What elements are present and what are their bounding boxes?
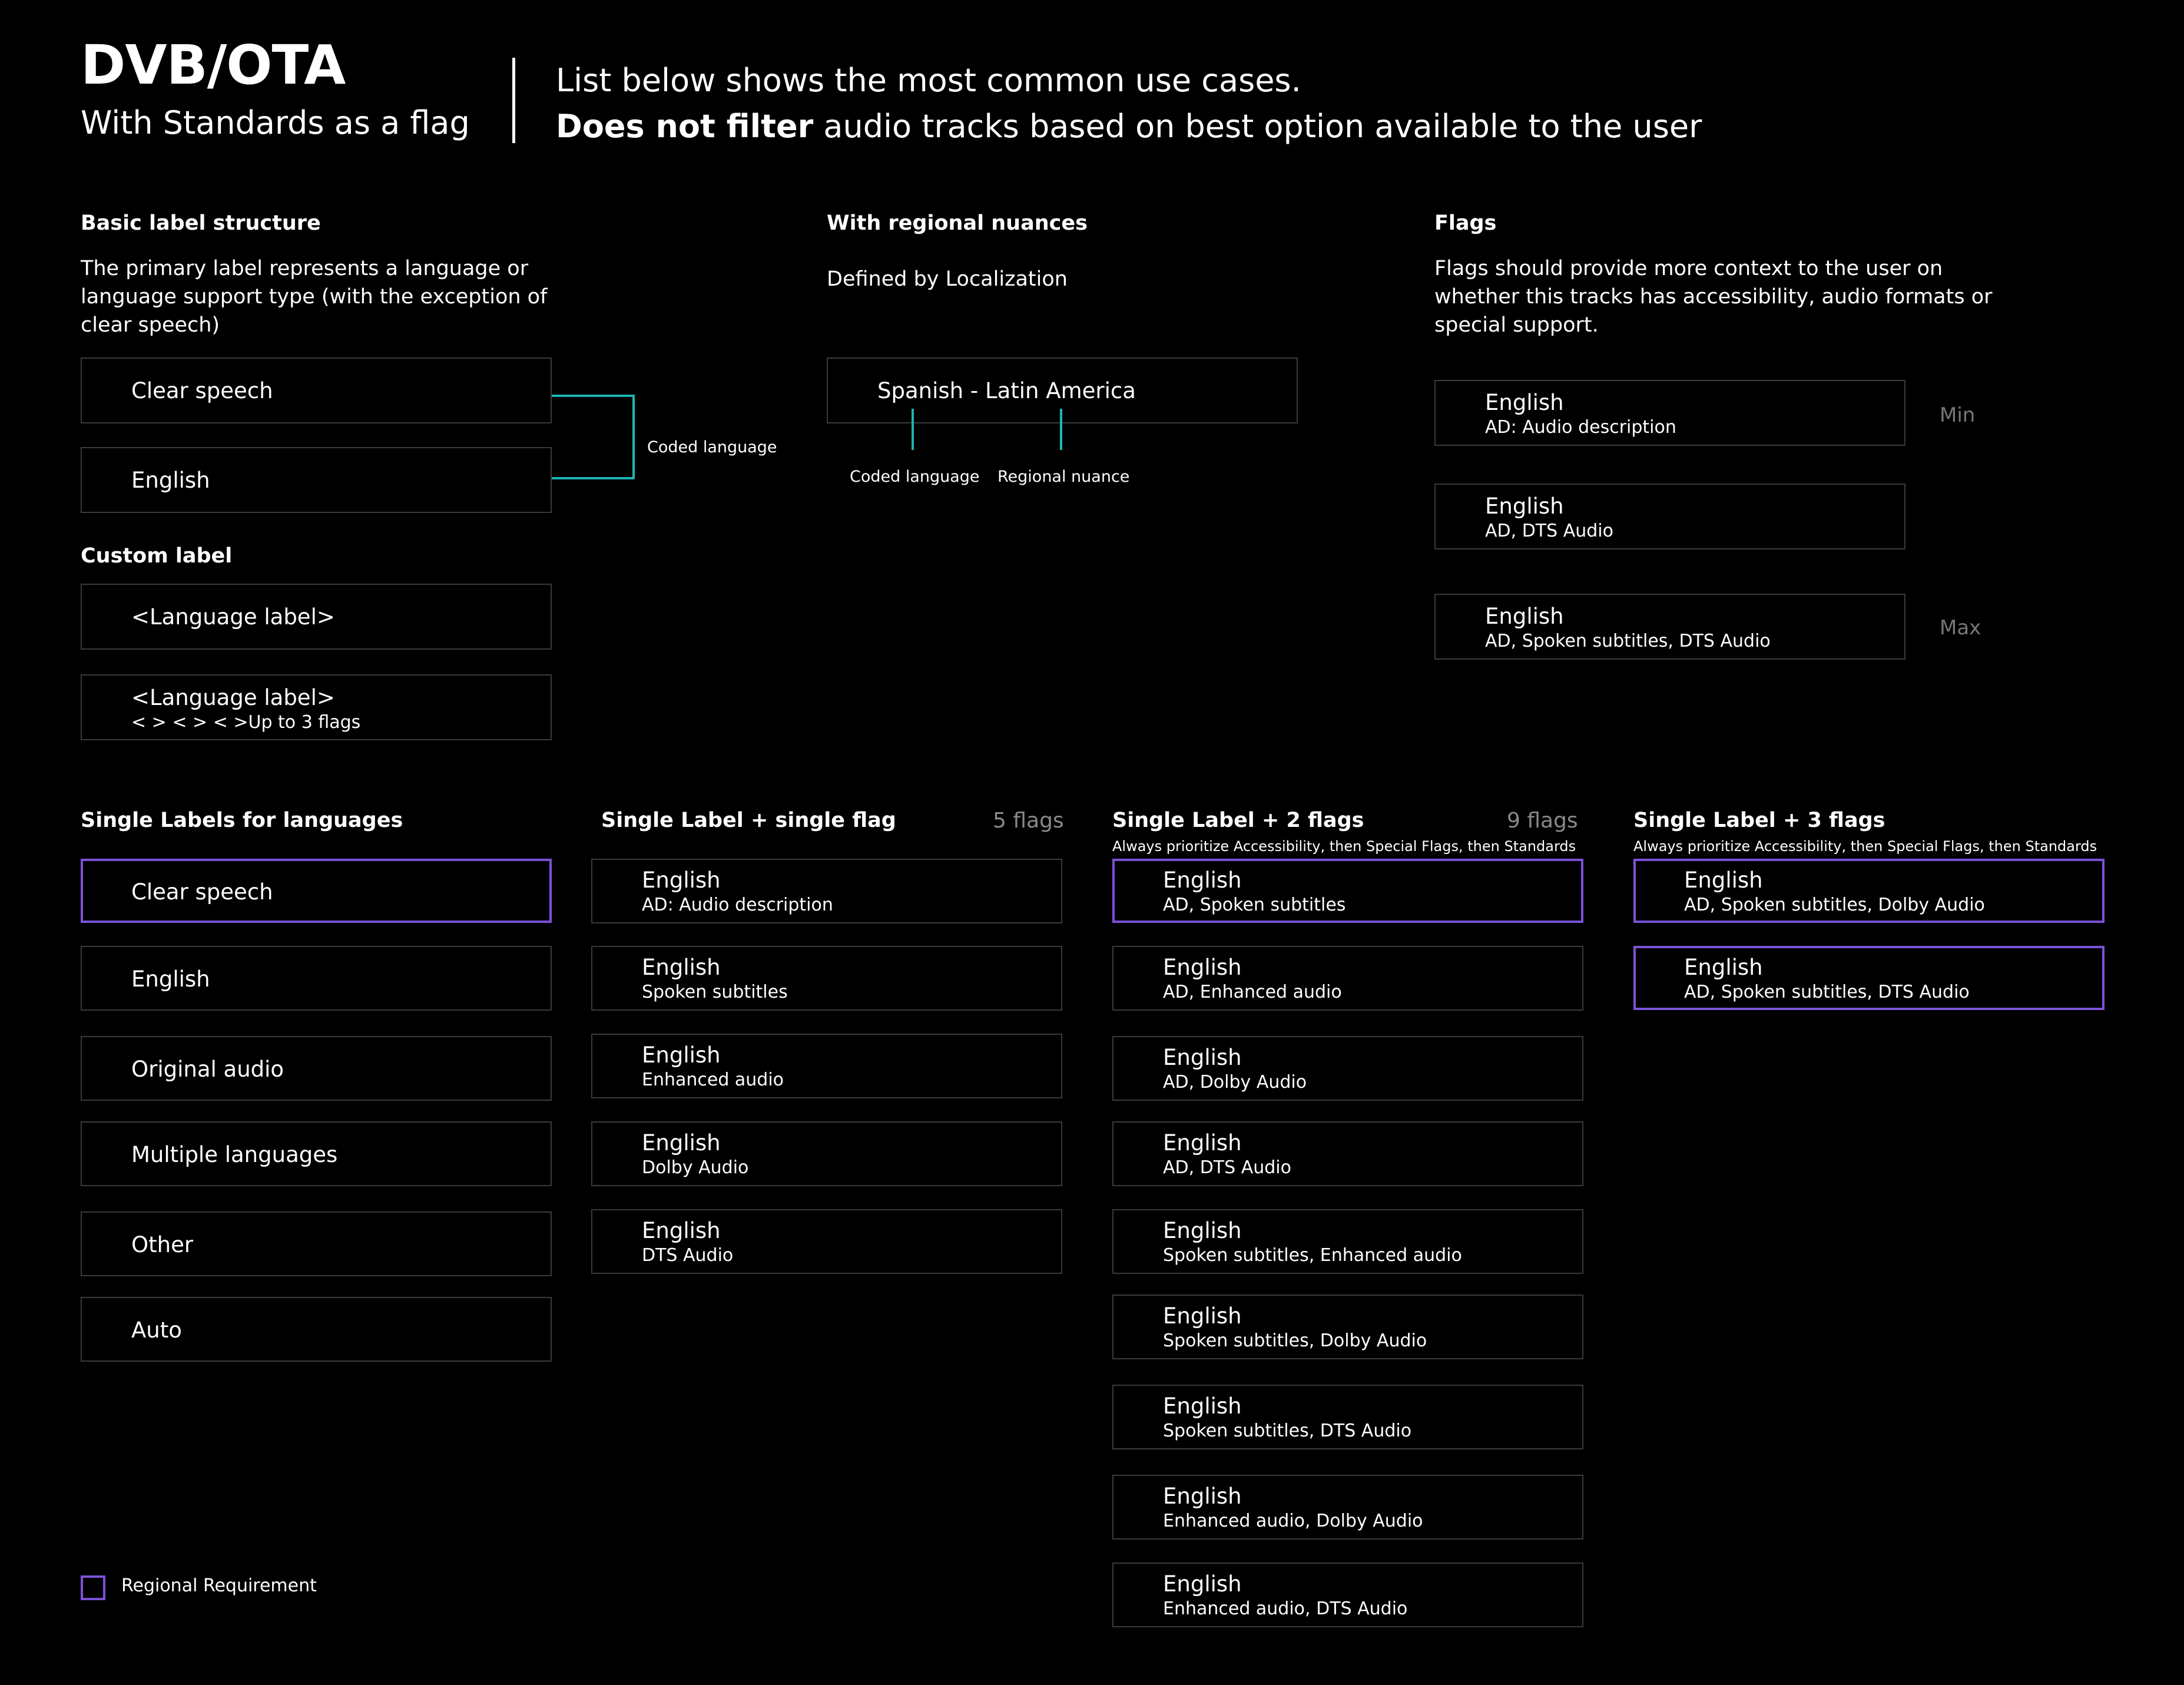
header-line-2-bold: Does not filter	[556, 108, 814, 145]
flag-text: < > < > < >Up to 3 flags	[131, 712, 361, 733]
label-text: Multiple languages	[131, 1142, 338, 1167]
flag-text: Spoken subtitles	[642, 982, 788, 1002]
flag-text: Spoken subtitles, DTS Audio	[1163, 1421, 1412, 1441]
label-text: English	[642, 868, 721, 893]
label-text: Clear speech	[131, 378, 273, 403]
legend-label: Regional Requirement	[121, 1575, 317, 1596]
label-text: Other	[131, 1232, 194, 1257]
regional-box[interactable]	[827, 357, 1298, 423]
label-text: English	[1485, 604, 1564, 629]
header-divider	[512, 58, 515, 143]
label-text: <Language label>	[131, 685, 335, 710]
label-text: Spanish - Latin America	[877, 378, 1136, 403]
flag-text: AD, Spoken subtitles	[1163, 895, 1346, 915]
flag-text: AD, DTS Audio	[1163, 1157, 1291, 1178]
flag-text: AD, Spoken subtitles, Dolby Audio	[1684, 895, 1985, 915]
basic-box-english[interactable]	[81, 447, 552, 513]
single-label-clear-speech[interactable]	[81, 859, 552, 923]
single-heading: Single Labels for languages	[81, 809, 403, 832]
flag-text: AD: Audio description	[1485, 417, 1676, 438]
regional-tick-coded	[912, 409, 914, 450]
oneflag-heading: Single Label + single flag	[601, 809, 896, 832]
threeflags-item-2[interactable]	[1633, 946, 2105, 1010]
label-text: English	[131, 966, 210, 992]
twoflags-heading: Single Label + 2 flags	[1112, 809, 1364, 832]
flag-text: AD, Enhanced audio	[1163, 982, 1342, 1002]
flag-text: AD: Audio description	[642, 895, 833, 915]
twoflags-item-5[interactable]	[1112, 1209, 1583, 1274]
bracket-vertical	[632, 395, 635, 479]
oneflag-item-1[interactable]	[591, 859, 1062, 923]
oneflag-item-3[interactable]	[591, 1034, 1062, 1098]
flags-heading: Flags	[1434, 211, 1497, 235]
label-text: English	[642, 1042, 721, 1068]
flags-max-label: Max	[1940, 616, 1981, 640]
label-text: English	[1684, 955, 1763, 980]
regional-tick-nuance	[1060, 409, 1062, 450]
label-text: English	[1163, 1130, 1242, 1156]
twoflags-count: 9 flags	[1507, 809, 1578, 833]
flags-description: Flags should provide more context to the user on whether this tracks has accessibility, audio formats or special support.	[1434, 257, 1993, 337]
flag-text: Enhanced audio, Dolby Audio	[1163, 1511, 1423, 1531]
label-text: English	[642, 955, 721, 980]
basic-box-clear-speech[interactable]	[81, 357, 552, 423]
regional-label-nuance: Regional nuance	[997, 468, 1130, 486]
regional-heading: With regional nuances	[827, 211, 1088, 235]
header-line-2-rest: audio tracks based on best option available to the user	[813, 108, 1702, 145]
oneflag-count: 5 flags	[993, 809, 1064, 833]
label-text: English	[1163, 1393, 1242, 1419]
oneflag-item-5[interactable]	[591, 1209, 1062, 1274]
flags-example-2[interactable]	[1434, 484, 1905, 549]
bracket-top	[552, 395, 634, 397]
single-label-english[interactable]	[81, 946, 552, 1011]
custom-box-1[interactable]	[81, 584, 552, 650]
header-line-2	[556, 108, 1702, 145]
basic-description: The primary label represents a language or language support type (with the exception of clear speech)	[81, 257, 548, 337]
custom-heading: Custom label	[81, 544, 233, 568]
label-text: Clear speech	[131, 879, 273, 905]
page-subtitle: With Standards as a flag	[81, 104, 470, 141]
label-text: Auto	[131, 1317, 182, 1343]
custom-box-2[interactable]	[81, 674, 552, 740]
twoflags-note: Always prioritize Accessibility, then Special Flags, then Standards	[1112, 838, 1576, 855]
twoflags-item-8[interactable]	[1112, 1475, 1583, 1540]
single-label-auto[interactable]	[81, 1297, 552, 1362]
label-text: English	[1163, 1303, 1242, 1329]
flag-text: AD, DTS Audio	[1485, 521, 1613, 541]
page-title: DVB/OTA	[81, 34, 346, 97]
twoflags-item-7[interactable]	[1112, 1385, 1583, 1449]
oneflag-item-2[interactable]	[591, 946, 1062, 1011]
label-text: <Language label>	[131, 604, 335, 630]
twoflags-item-3[interactable]	[1112, 1036, 1583, 1101]
twoflags-item-4[interactable]	[1112, 1121, 1583, 1186]
flag-text: AD, Dolby Audio	[1163, 1072, 1307, 1093]
threeflags-heading: Single Label + 3 flags	[1633, 809, 1885, 832]
label-text: English	[642, 1130, 721, 1156]
twoflags-item-1[interactable]	[1112, 859, 1583, 923]
flag-text: DTS Audio	[642, 1245, 734, 1266]
flag-text: Enhanced audio	[642, 1070, 784, 1090]
label-text: English	[642, 1218, 721, 1243]
bracket-bottom	[552, 477, 635, 479]
regional-description: Defined by Localization	[827, 267, 1068, 291]
label-text: English	[1485, 494, 1564, 519]
flag-text: Spoken subtitles, Enhanced audio	[1163, 1245, 1462, 1266]
twoflags-item-9[interactable]	[1112, 1562, 1583, 1627]
regional-label-coded: Coded language	[850, 468, 980, 486]
legend-swatch	[81, 1575, 105, 1600]
flag-text: Dolby Audio	[642, 1157, 749, 1178]
label-text: English	[1684, 868, 1763, 893]
label-text: English	[1163, 1045, 1242, 1070]
flag-text: AD, Spoken subtitles, DTS Audio	[1485, 631, 1771, 651]
single-label-other[interactable]	[81, 1211, 552, 1276]
twoflags-item-6[interactable]	[1112, 1295, 1583, 1359]
flag-text: Enhanced audio, DTS Audio	[1163, 1598, 1408, 1619]
bracket-label: Coded language	[647, 438, 777, 456]
basic-heading: Basic label structure	[81, 211, 321, 235]
twoflags-item-2[interactable]	[1112, 946, 1583, 1011]
flag-text: AD, Spoken subtitles, DTS Audio	[1684, 982, 1970, 1002]
label-text: Original audio	[131, 1057, 284, 1082]
label-text: English	[1163, 955, 1242, 980]
header-line-1: List below shows the most common use cases.	[556, 62, 1301, 99]
label-text: English	[1163, 1571, 1242, 1597]
single-label-original-audio[interactable]	[81, 1036, 552, 1101]
single-label-multiple-languages[interactable]	[81, 1121, 552, 1186]
flag-text: Spoken subtitles, Dolby Audio	[1163, 1330, 1427, 1351]
oneflag-item-4[interactable]	[591, 1121, 1062, 1186]
flags-example-3[interactable]	[1434, 594, 1905, 660]
label-text: English	[1163, 1484, 1242, 1509]
flags-min-label: Min	[1940, 403, 1976, 427]
label-text: English	[1163, 1218, 1242, 1243]
threeflags-item-1[interactable]	[1633, 859, 2105, 923]
flags-example-1[interactable]	[1434, 380, 1905, 446]
label-text: English	[1485, 390, 1564, 415]
threeflags-note: Always prioritize Accessibility, then Special Flags, then Standards	[1633, 838, 2097, 855]
label-text: English	[131, 468, 210, 493]
label-text: English	[1163, 868, 1242, 893]
